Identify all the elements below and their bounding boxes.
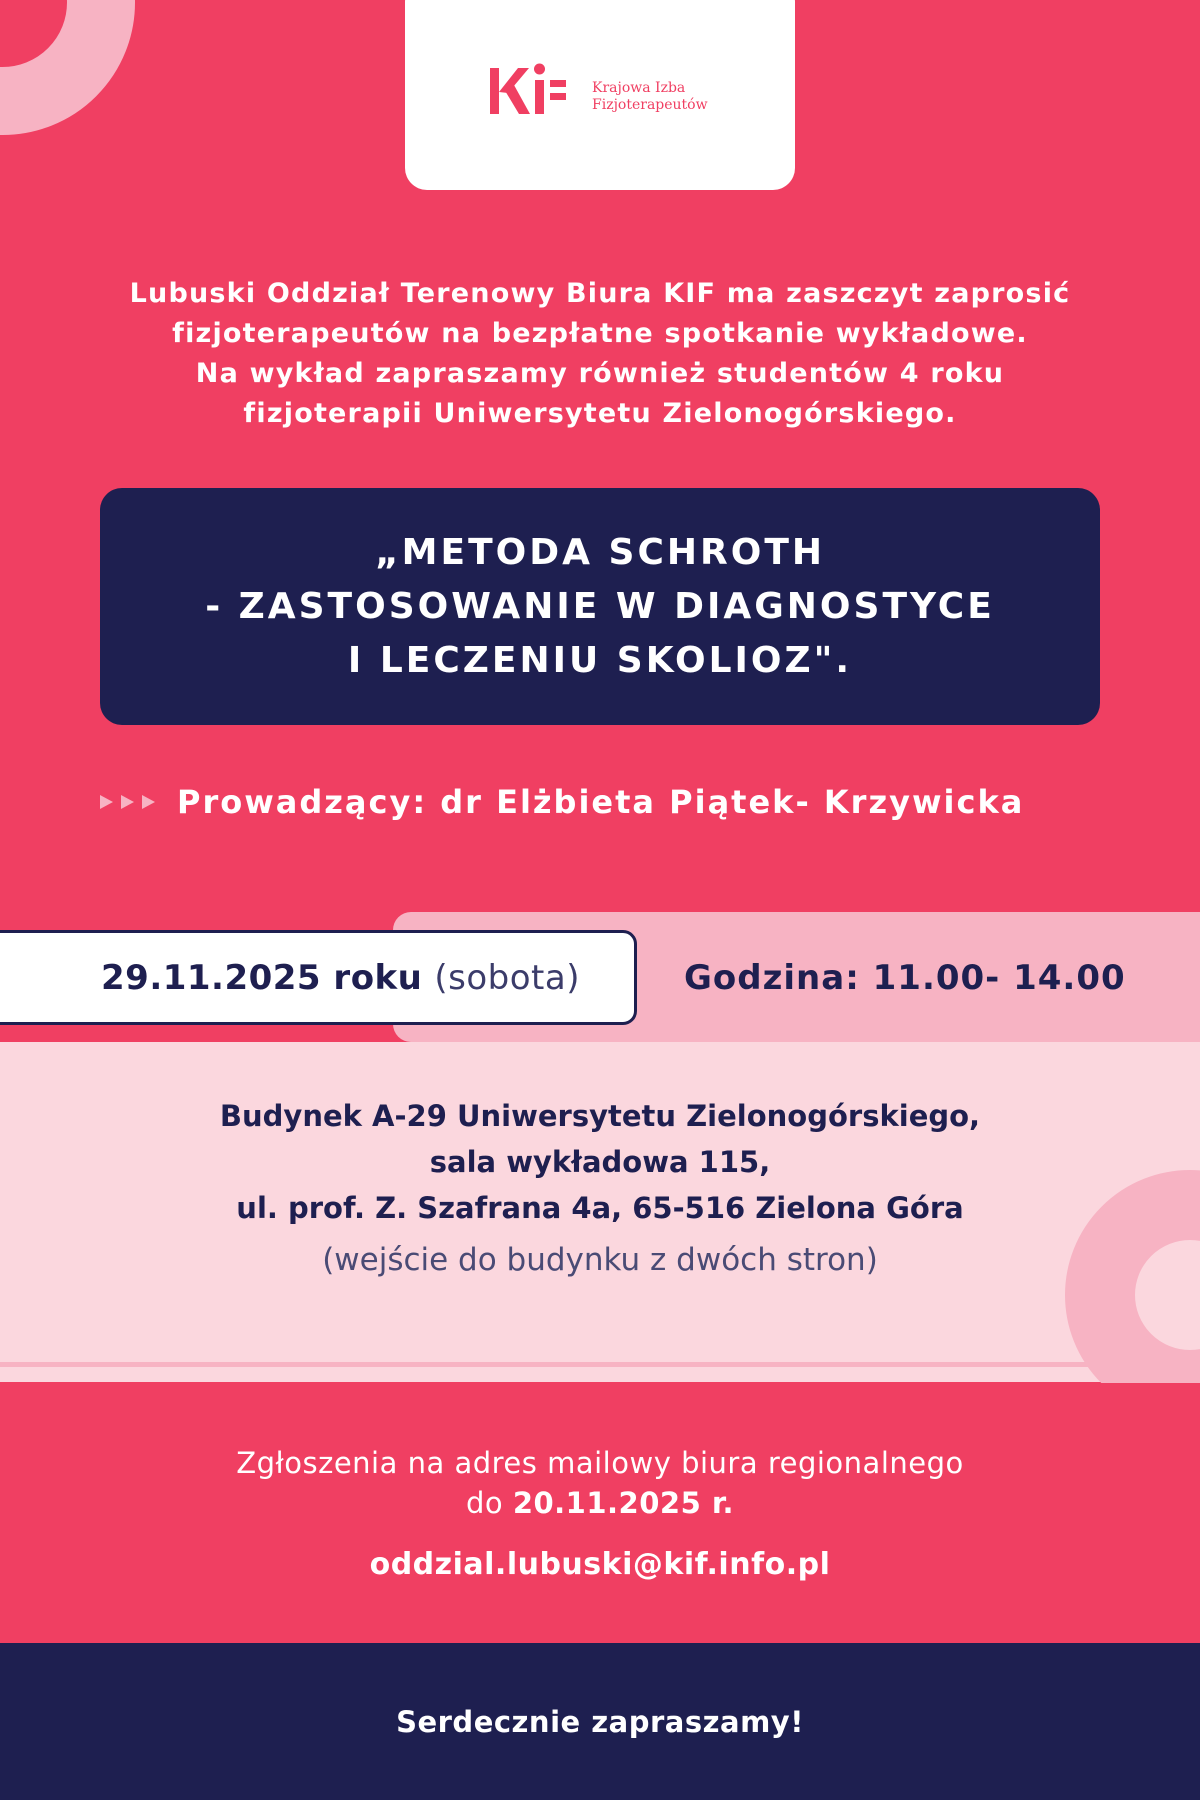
logo-wordmark xyxy=(592,80,708,114)
registration-prefix: do xyxy=(465,1486,504,1520)
triple-arrow-icon xyxy=(100,795,155,809)
lecture-title-line: - ZASTOSOWANIE W DIAGNOSTYCE xyxy=(205,585,995,627)
kif-logo-icon xyxy=(490,60,576,116)
venue-line: ul. prof. Z. Szafrana 4a, 65-516 Zielona Góra xyxy=(236,1191,964,1225)
venue-line: Budynek A-29 Uniwersytetu Zielonogórskiego, xyxy=(219,1099,981,1133)
footer-text: Serdecznie zapraszamy! xyxy=(396,1704,804,1739)
footer xyxy=(0,1643,1200,1800)
lecture-title-line: I LECZENIU SKOLIOZ". xyxy=(347,639,853,681)
lecturer-label: Prowadzący: dr Elżbieta Piątek- Krzywicka xyxy=(177,783,1025,821)
registration-deadline: 20.11.2025 r. xyxy=(512,1486,735,1520)
venue-info xyxy=(100,1093,1100,1283)
registration-email-link[interactable]: oddzial.lubuski@kif.info.pl xyxy=(369,1547,831,1582)
logo-card xyxy=(405,0,795,190)
lecture-title-box xyxy=(100,488,1100,725)
event-hours: Godzina: 11.00- 14.00 xyxy=(684,958,1126,998)
logo-line-2: Fizjoterapeutów xyxy=(592,97,708,113)
registration-line-2 xyxy=(100,1483,1100,1523)
date-box xyxy=(0,930,637,1025)
intro-line: Lubuski Oddział Terenowy Biura KIF ma zaszczyt zaprosić xyxy=(129,278,1071,309)
intro-line: fizjoterapii Uniwersytetu Zielonogórskiego. xyxy=(243,398,957,429)
lecture-title-line: „METODA SCHROTH xyxy=(375,531,825,573)
venue-note: (wejście do budynku z dwóch stron) xyxy=(322,1242,878,1278)
event-day: (sobota) xyxy=(434,957,580,998)
registration-line-1: Zgłoszenia na adres mailowy biura regionalnego xyxy=(236,1446,964,1480)
venue-line: sala wykładowa 115, xyxy=(429,1145,771,1179)
intro-text xyxy=(60,274,1140,434)
registration-info xyxy=(100,1443,1100,1585)
decorative-ring-top-left xyxy=(0,0,135,135)
lecturer-row xyxy=(100,778,1024,826)
intro-line: fizjoterapeutów na bezpłatne spotkanie wykładowe. xyxy=(172,318,1028,349)
intro-line: Na wykład zapraszamy również studentów 4 roku xyxy=(195,358,1005,389)
logo-line-1: Krajowa Izba xyxy=(592,80,686,96)
divider xyxy=(0,1362,1200,1367)
event-date: 29.11.2025 roku xyxy=(101,957,423,998)
